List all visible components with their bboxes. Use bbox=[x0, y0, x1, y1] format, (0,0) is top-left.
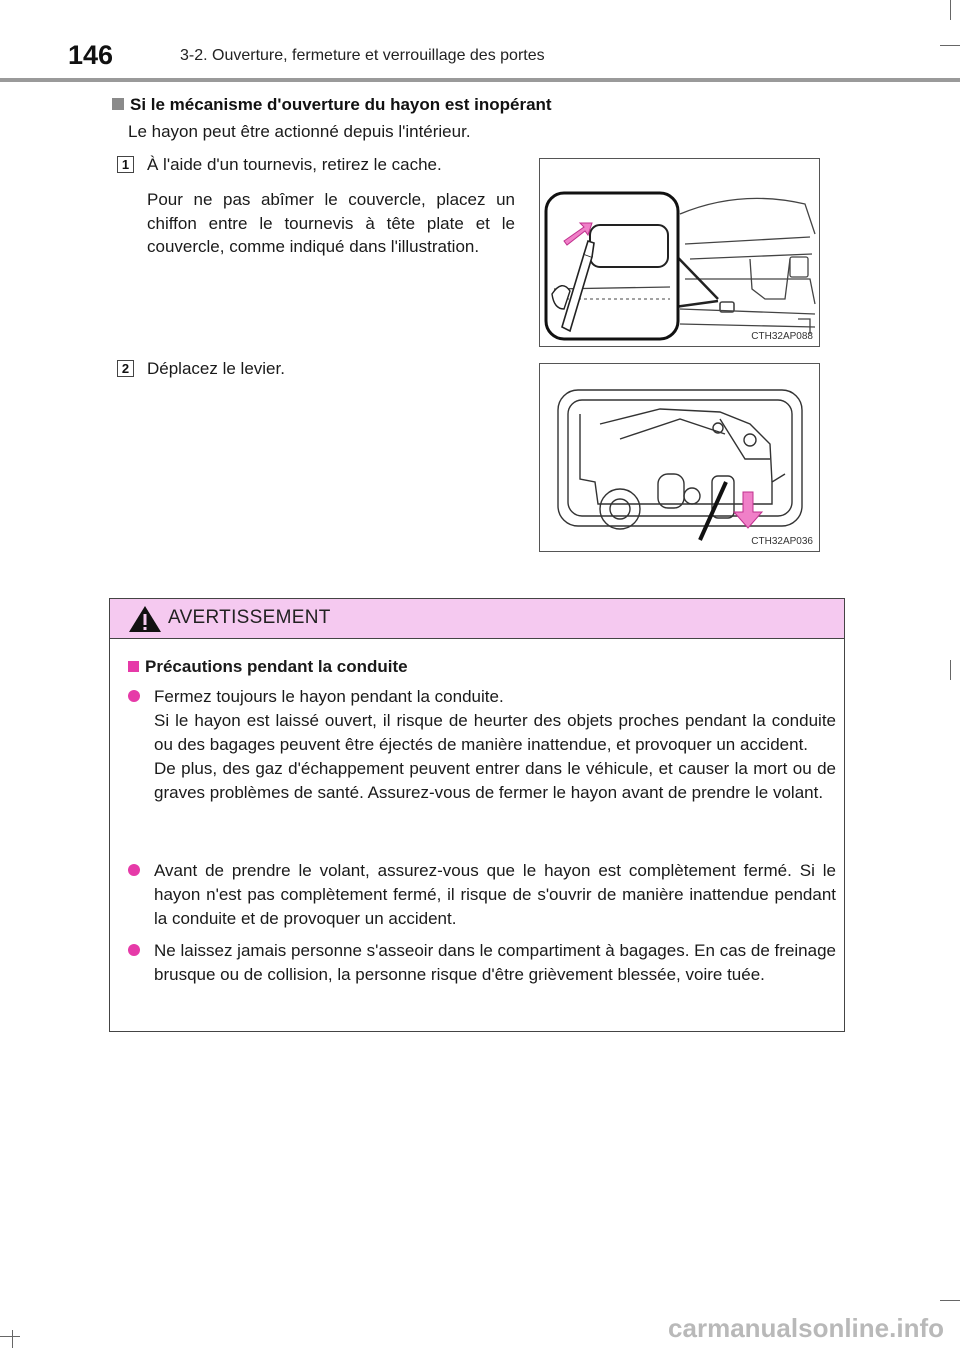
step-2-text: Déplacez le levier. bbox=[147, 359, 285, 378]
step-number-1: 1 bbox=[117, 156, 134, 173]
section-intro: Le hayon peut être actionné depuis l'intérieur. bbox=[128, 122, 471, 141]
section-heading bbox=[112, 95, 552, 115]
section-heading-text: Si le mécanisme d'ouverture du hayon est inopérant bbox=[130, 95, 552, 114]
warning-item-3 bbox=[128, 939, 836, 987]
crop-mark bbox=[940, 45, 960, 46]
round-bullet-icon bbox=[128, 944, 140, 956]
tailgate-cover-illustration bbox=[540, 159, 819, 346]
warning-subheading bbox=[128, 657, 408, 677]
square-bullet-icon bbox=[128, 661, 139, 672]
figure-move-lever bbox=[539, 363, 820, 552]
warning-item-2-line-1: Avant de prendre le volant, assurez-vous que le hayon est complètement fermé. Si le hayon n'est pas complètement fermé, il risque de s'ouvrir de manière inattendue pendant la conduite et de provoquer un accident. bbox=[154, 861, 836, 928]
chapter-title: 3-2. Ouverture, fermeture et verrouillage des portes bbox=[180, 47, 545, 64]
page-number: 146 bbox=[68, 40, 114, 70]
lever-illustration bbox=[540, 364, 819, 551]
warning-item-1-line-1: Fermez toujours le hayon pendant la conduite. bbox=[154, 687, 504, 706]
crop-mark bbox=[12, 1330, 13, 1348]
step-1-description: Pour ne pas abîmer le couvercle, placez un chiffon entre le tournevis à tête plate et le couvercle, comme indiqué dans l'illustration. bbox=[147, 190, 515, 256]
warning-item-2 bbox=[128, 859, 836, 931]
watermark: carmanualsonline.info bbox=[668, 1313, 944, 1343]
crop-mark bbox=[950, 660, 951, 680]
warning-triangle-icon bbox=[128, 604, 162, 634]
step-1-text: À l'aide d'un tournevis, retirez le cache. bbox=[147, 155, 442, 174]
figure-remove-cover bbox=[539, 158, 820, 347]
square-bullet-icon bbox=[112, 98, 124, 110]
step-number-2: 2 bbox=[117, 360, 134, 377]
crop-mark bbox=[950, 0, 951, 20]
figure-code: CTH32AP036 bbox=[751, 536, 813, 547]
warning-box bbox=[109, 598, 845, 1032]
warning-item-1 bbox=[128, 685, 836, 805]
warning-header bbox=[110, 599, 844, 639]
round-bullet-icon bbox=[128, 864, 140, 876]
warning-title: AVERTISSEMENT bbox=[168, 607, 331, 628]
crop-mark bbox=[0, 1336, 20, 1337]
crop-mark bbox=[940, 1300, 960, 1301]
header-rule bbox=[0, 78, 960, 82]
round-bullet-icon bbox=[128, 690, 140, 702]
warning-subheading-text: Précautions pendant la conduite bbox=[145, 657, 408, 676]
figure-code: CTH32AP088 bbox=[751, 331, 813, 342]
warning-item-3-line-1: Ne laissez jamais personne s'asseoir dans le compartiment à bagages. En cas de freinage brusque ou de collision, la personne risque d'être grièvement blessée, voire tuée. bbox=[154, 941, 836, 984]
warning-item-1-line-2: Si le hayon est laissé ouvert, il risque de heurter des objets proches pendant la conduite ou des bagages peuvent être éjectés de manière inattendue, et provoquer un accident. bbox=[154, 711, 836, 754]
warning-item-1-line-3: De plus, des gaz d'échappement peuvent entrer dans le véhicule, et causer la mort ou de graves problèmes de santé. Assurez-vous de fermer le hayon avant de prendre le volant. bbox=[154, 759, 836, 802]
